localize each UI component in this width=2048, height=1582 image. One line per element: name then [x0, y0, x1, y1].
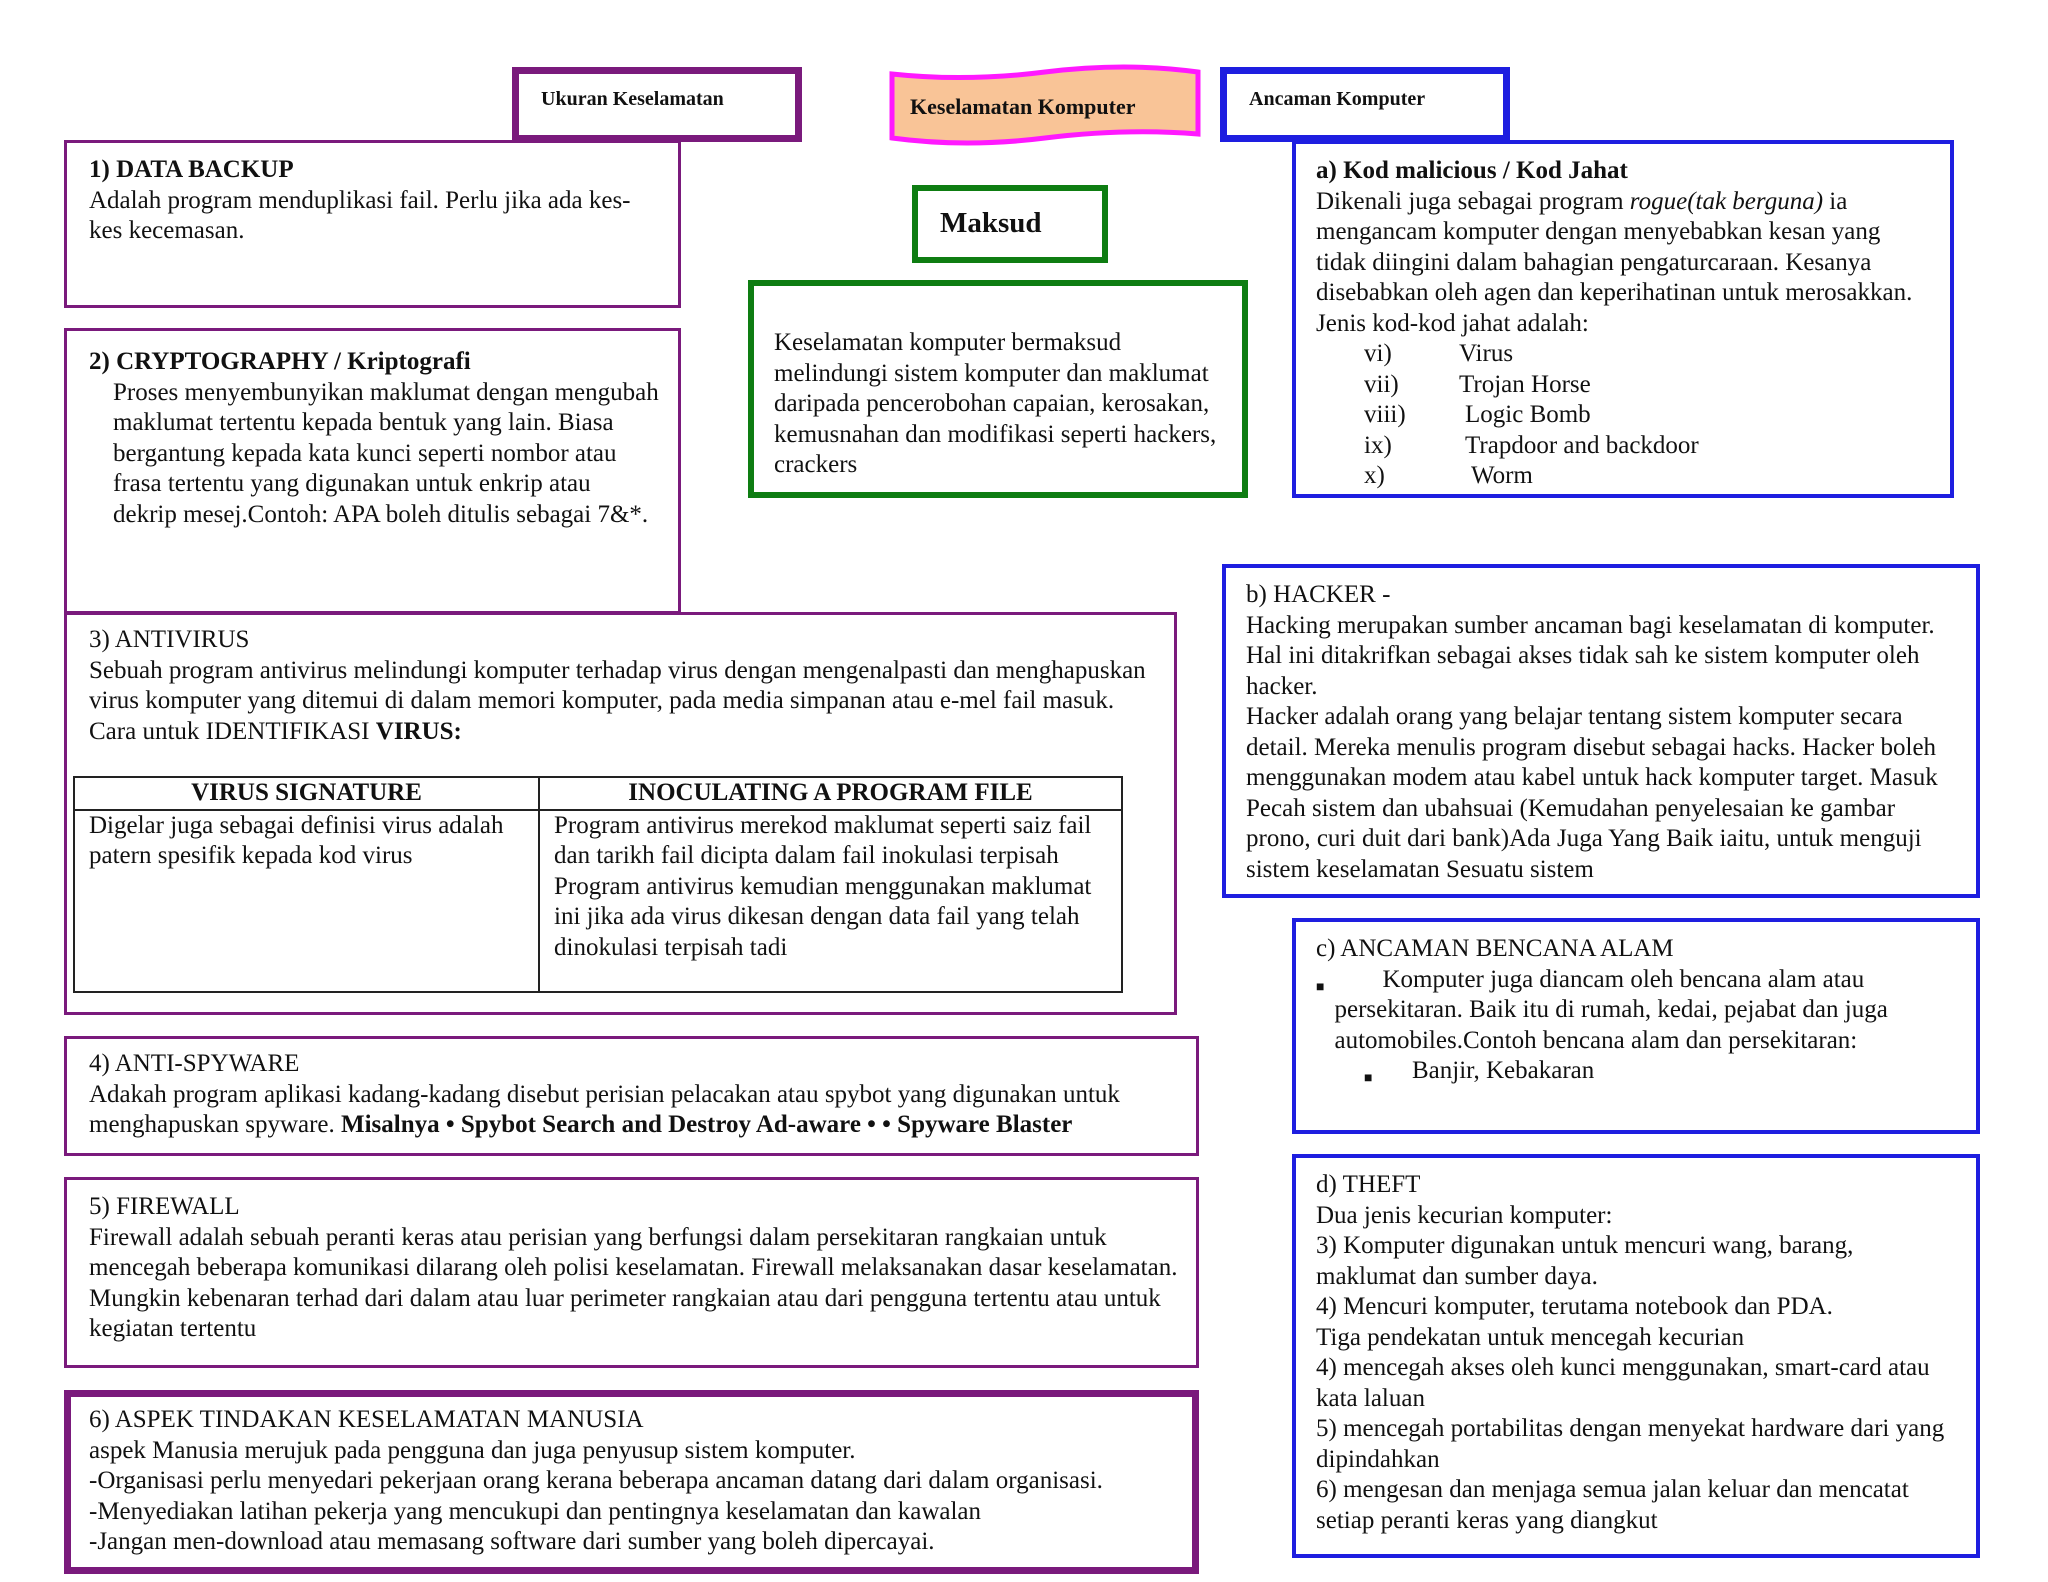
- natural-disaster-box: [1292, 918, 1980, 1134]
- theft-line: 5) mencegah portabilitas dengan menyekat hardware dari yang dipindahkan: [1316, 1415, 1945, 1473]
- list-item: x) Worm: [1364, 462, 1533, 489]
- malicious-code-text: [1316, 187, 1932, 340]
- natural-disaster-bullet-1: Komputer juga diancam oleh bencana alam atau persekitaran. Baik itu di rumah, kedai, pejabat dan juga automobiles.Contoh bencana alam dan persekitaran:: [1334, 965, 1888, 1054]
- cryptography-title: 2) CRYPTOGRAPHY / Kriptografi: [89, 348, 471, 375]
- hacker-text-1: Hacking merupakan sumber ancaman bagi keselamatan di komputer. Hal ini ditakrifkan sebagai akses tidak sah ke sistem komputer oleh hacker.: [1246, 611, 1935, 700]
- cryptography-box: [64, 328, 681, 614]
- list-item: viii) Logic Bomb: [1364, 401, 1591, 428]
- human-aspect-line-1: aspek Manusia merujuk pada pengguna dan juga penyusup sistem komputer.: [89, 1436, 856, 1464]
- maksud-title: Maksud: [940, 207, 1042, 239]
- data-backup-text: Adalah program menduplikasi fail. Perlu jika ada kes-kes kecemasan.: [89, 186, 631, 244]
- theft-line: 4) mencegah akses oleh kunci menggunakan, smart-card atau kata laluan: [1316, 1354, 1930, 1412]
- antivirus-box: [64, 612, 1177, 1015]
- antivirus-text: Sebuah program antivirus melindungi komputer terhadap virus dengan mengenalpasti dan menghapuskan virus komputer yang ditemui di dalam memori komputer, pada media simpanan atau e-mel fail masuk.: [89, 656, 1146, 714]
- header-ukuran-keselamatan: [512, 67, 802, 142]
- anti-spyware-body: [89, 1080, 1178, 1141]
- virus-signature-header: VIRUS SIGNATURE: [74, 777, 539, 810]
- data-backup-title: 1) DATA BACKUP: [89, 156, 294, 183]
- list-item: [1316, 965, 1958, 1057]
- maksud-title-box: [912, 185, 1108, 263]
- hacker-box: [1222, 564, 1980, 898]
- header-ancaman-komputer: [1220, 67, 1510, 142]
- maksud-definition-text: Keselamatan komputer bermaksud melindungi sistem komputer dan maklumat daripada pencerobohan capaian, kerosakan, kemusnahan dan modifikasi seperti hackers, crackers: [774, 329, 1217, 478]
- malicious-code-title: a) Kod malicious / Kod Jahat: [1316, 157, 1628, 184]
- header-ancaman-label: Ancaman Komputer: [1249, 88, 1426, 110]
- cryptography-text: Proses menyembunyikan maklumat dengan mengubah maklumat tertentu kepada bentuk yang lain. Biasa bergantung kepada kata kunci seperti nombor atau frasa tertentu yang digunakan untuk enkrip atau dekrip mesej.Contoh: APA boleh ditulis sebagai 7&*.: [113, 378, 659, 528]
- antivirus-identify-prefix: Cara untuk IDENTIFIKASI: [89, 717, 376, 745]
- anti-spyware-box: [64, 1036, 1199, 1156]
- human-aspect-line-3: -Menyediakan latihan pekerja yang mencukupi dan pentingnya keselamatan dan kawalan: [89, 1497, 982, 1525]
- human-aspect-title: 6) ASPEK TINDAKAN KESELAMATAN MANUSIA: [89, 1406, 644, 1433]
- antivirus-title: 3) ANTIVIRUS: [89, 626, 250, 653]
- natural-disaster-title: c) ANCAMAN BENCANA ALAM: [1316, 935, 1674, 962]
- theft-line: Tiga pendekatan untuk mencegah kecurian: [1316, 1323, 1745, 1351]
- malicious-code-box: [1292, 140, 1954, 498]
- virus-signature-cell: [74, 810, 539, 992]
- natural-disaster-bullet-2: Banjir, Kebakaran: [1412, 1057, 1595, 1084]
- virus-signature-text: Digelar juga sebagai definisi virus adalah patern spesifik kepada kod virus: [89, 811, 504, 869]
- human-aspect-box: [64, 1390, 1199, 1574]
- virus-identification-table: [73, 776, 1123, 993]
- bullet-icon: ■: [1316, 979, 1325, 995]
- anti-spyware-text: Adakah program aplikasi kadang-kadang disebut perisian pelacakan atau spybot yang digunakan untuk menghapuskan spyware.: [89, 1080, 1120, 1138]
- firewall-box: [64, 1177, 1199, 1368]
- theft-line: 3) Komputer digunakan untuk mencuri wang, barang, maklumat dan sumber daya.: [1316, 1232, 1854, 1290]
- malicious-code-text-b: ia mengancam komputer dengan menyebabkan kesan yang tidak diingini dalam bahagian pengaturcaraan. Kesanya disebabkan oleh agen dan keperihatinan untuk merosakkan. Jenis kod-kod jahat adalah:: [1316, 187, 1913, 337]
- theft-line: Dua jenis kecurian komputer:: [1316, 1201, 1613, 1229]
- list-item: vi) Virus: [1364, 340, 1514, 367]
- firewall-title: 5) FIREWALL: [89, 1193, 240, 1220]
- inoculating-cell: [539, 810, 1122, 992]
- antivirus-identify-line: [89, 717, 1152, 748]
- hacker-text-2: Hacker adalah orang yang belajar tentang sistem komputer secara detail. Mereka menulis program disebut sebagai hacks. Hacker boleh menggunakan modem atau kabel untuk hack komputer target. Masuk Pecah sistem dan ubahsuai (Kemudahan penyelesaian ke gambar prono, curi duit dari bank)Ada Juga Yang Baik iaitu, untuk menguji sistem keselamatan Sesuatu sistem: [1246, 703, 1938, 883]
- header-ukuran-label: Ukuran Keselamatan: [541, 88, 724, 110]
- inoculating-header: INOCULATING A PROGRAM FILE: [539, 777, 1122, 810]
- human-aspect-line-2: -Organisasi perlu menyedari pekerjaan orang kerana beberapa ancaman datang dari dalam organisasi.: [89, 1467, 1103, 1494]
- data-backup-box: [64, 140, 681, 308]
- inoculating-text-1: Program antivirus merekod maklumat seperti saiz fail dan tarikh fail dicipta dalam fail inokulasi terpisah: [554, 811, 1092, 869]
- list-item: [1316, 1056, 1958, 1095]
- human-aspect-line-4: -Jangan men-download atau memasang software dari sumber yang boleh dipercayai.: [89, 1528, 935, 1555]
- malicious-code-text-italic: rogue(tak berguna): [1629, 187, 1824, 215]
- malicious-code-list: [1316, 339, 1932, 492]
- center-title-text: Keselamatan Komputer: [910, 94, 1136, 119]
- anti-spyware-examples: Misalnya • Spybot Search and Destroy Ad-aware • • Spyware Blaster: [341, 1111, 1073, 1138]
- list-item: vii) Trojan Horse: [1364, 370, 1591, 398]
- hacker-title: b) HACKER -: [1246, 581, 1391, 608]
- anti-spyware-title: 4) ANTI-SPYWARE: [89, 1050, 300, 1077]
- theft-line: 4) Mencuri komputer, terutama notebook dan PDA.: [1316, 1293, 1833, 1320]
- bullet-icon: ■: [1364, 1071, 1373, 1086]
- theft-line: 6) mengesan dan menjaga semua jalan keluar dan mencatat setiap peranti keras yang diangkut: [1316, 1476, 1909, 1534]
- firewall-text: Firewall adalah sebuah peranti keras atau perisian yang berfungsi dalam persekitaran rangkaian untuk mencegah beberapa komunikasi dilarang oleh polisi keselamatan. Firewall melaksanakan dasar keselamatan. Mungkin kebenaran terhad dari dalam atau luar perimeter rangkaian atau dari pengguna tertentu atau untuk kegiatan tertentu: [89, 1223, 1178, 1342]
- malicious-code-text-a: Dikenali juga sebagai program: [1316, 187, 1630, 215]
- antivirus-identify-bold: VIRUS:: [375, 717, 462, 745]
- list-item: ix) Trapdoor and backdoor: [1364, 431, 1699, 459]
- inoculating-text-2: Program antivirus kemudian menggunakan maklumat ini jika ada virus dikesan dengan data fail yang telah dinokulasi terpisah tadi: [554, 872, 1092, 961]
- theft-title: d) THEFT: [1316, 1171, 1421, 1198]
- maksud-definition-box: [748, 280, 1248, 498]
- theft-box: [1292, 1154, 1980, 1558]
